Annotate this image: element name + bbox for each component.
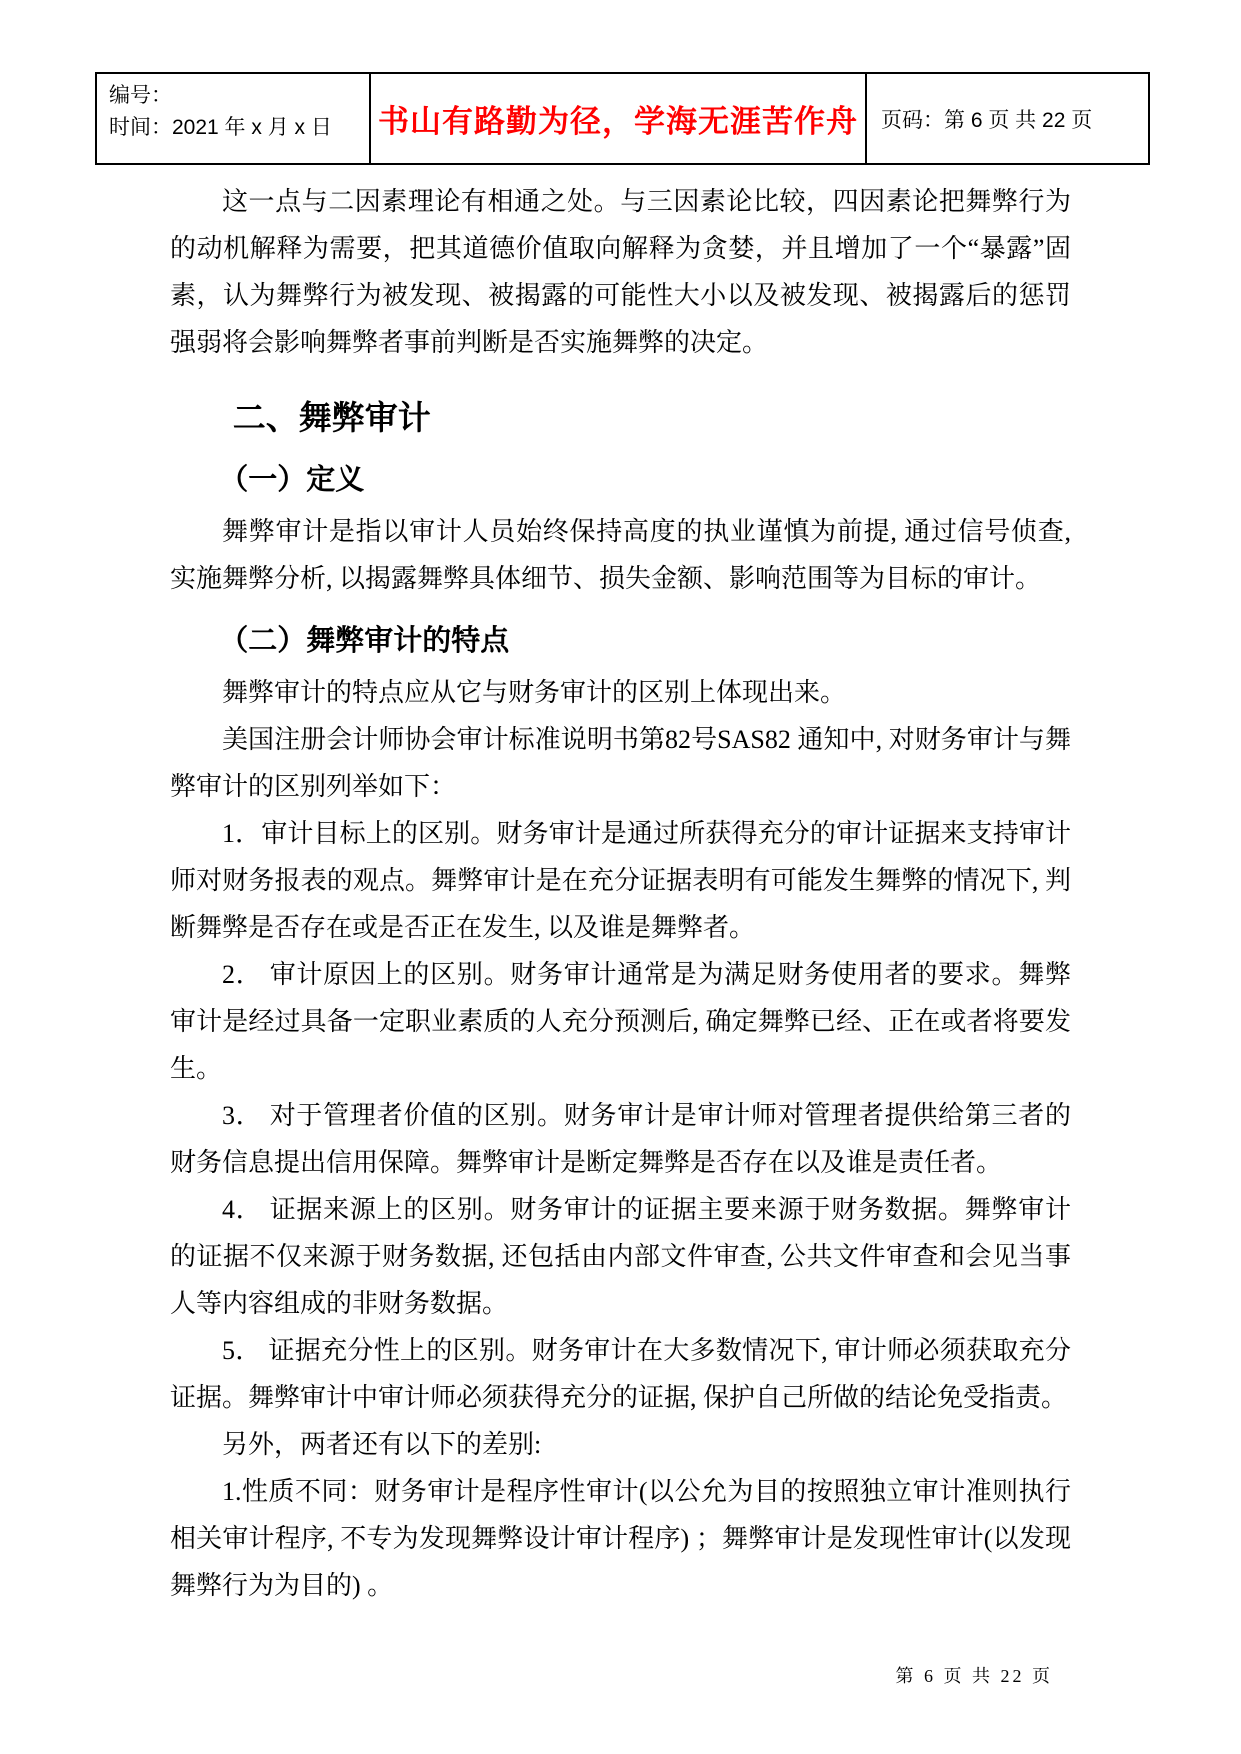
list-item-difference-3: 3． 对于管理者价值的区别。财务审计是审计师对管理者提供给第三者的财务信息提出信用保障。舞弊审计是断定舞弊是否存在以及谁是责任者。 — [170, 1101, 1071, 1177]
document-body — [170, 178, 1071, 1609]
list-item-difference-5: 5． 证据充分性上的区别。财务审计在大多数情况下, 审计师必须获取充分证据。舞弊审计中审计师必须获得充分的证据, 保护自己所做的结论免受指责。 — [170, 1336, 1071, 1412]
paragraph-other-differences-lead: 另外，两者还有以下的差别: — [222, 1430, 542, 1459]
doc-number-label: 编号： — [109, 84, 172, 107]
list-item-difference-4: 4． 证据来源上的区别。财务审计的证据主要来源于财务数据。舞弊审计的证据不仅来源于财务数据, 还包括由内部文件审查, 公共文件审查和会见当事人等内容组成的非财务数据。 — [170, 1195, 1071, 1318]
doc-date-label: 时间：2021 年 x 月 x 日 — [109, 116, 332, 139]
header-page-cell — [867, 74, 1148, 163]
header-meta-cell — [97, 74, 371, 163]
paragraph-sas82: 美国注册会计师协会审计标准说明书第82号SAS82 通知中, 对财务审计与舞弊审计的区别列举如下： — [170, 725, 1071, 801]
header-motto-cell — [371, 74, 867, 163]
list-item-difference-1: 1．审计目标上的区别。财务审计是通过所获得充分的审计证据来支持审计师对财务报表的观点。舞弊审计是在充分证据表明有可能发生舞弊的情况下, 判断舞弊是否存在或是否正在发生, 以及谁是舞弊者。 — [170, 819, 1071, 942]
document-header-table — [95, 72, 1150, 165]
header-page-label: 页码：第 6 页 共 22 页 — [881, 108, 1093, 132]
page-footer — [896, 1662, 1054, 1688]
paragraph-definition: 舞弊审计是指以审计人员始终保持高度的执业谨慎为前提, 通过信号侦查, 实施舞弊分析, 以揭露舞弊具体细节、损失金额、影响范围等为目标的审计。 — [170, 517, 1071, 593]
paragraph-nature-difference: 1.性质不同：财务审计是程序性审计(以公允为目的按照独立审计准则执行相关审计程序, 不专为发现舞弊设计审计程序) ；舞弊审计是发现性审计(以发现舞弊行为为目的) 。 — [170, 1477, 1071, 1600]
footer-page-number: 第 6 页 共 22 页 — [895, 1666, 1053, 1686]
header-motto-text: 书山有路勤为径，学海无涯苦作舟 — [378, 104, 858, 139]
subheading-definition: （一）定义 — [219, 464, 365, 496]
paragraph-intro: 这一点与二因素理论有相通之处。与三因素论比较，四因素论把舞弊行为的动机解释为需要，把其道德价值取向解释为贪婪，并且增加了一个“暴露”固素，认为舞弊行为被发现、被揭露的可能性大小以及被发现、被揭露后的惩罚强弱将会影响舞弊者事前判断是否实施舞弊的决定。 — [170, 187, 1071, 357]
section-heading-fraud-audit: 二、舞弊审计 — [232, 399, 431, 436]
subheading-characteristics: （二）舞弊审计的特点 — [219, 625, 510, 657]
paragraph-characteristics-lead: 舞弊审计的特点应从它与财务审计的区别上体现出来。 — [222, 678, 847, 707]
list-item-difference-2: 2． 审计原因上的区别。财务审计通常是为满足财务使用者的要求。舞弊审计是经过具备一定职业素质的人充分预测后, 确定舞弊已经、正在或者将要发生。 — [170, 960, 1071, 1083]
